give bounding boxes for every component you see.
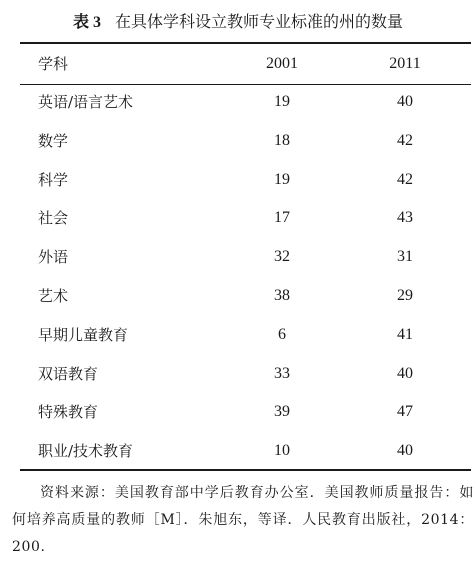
subject-cell: 特殊教育 [38,403,99,421]
header-2011: 2011 [389,55,421,72]
value-2001-cell: 17 [274,209,290,226]
table-bottom-rule [20,469,471,471]
table-header-rule [20,84,471,85]
value-2001-cell: 38 [274,287,290,304]
table-caption [0,9,476,32]
table-row [20,397,471,427]
table-row [20,320,471,350]
value-2001-cell: 32 [274,248,290,265]
header-subject: 学科 [38,55,69,73]
subject-cell: 外语 [38,248,69,266]
value-2011-cell: 40 [397,365,413,382]
subject-cell: 社会 [38,209,69,227]
header-2001: 2001 [266,55,298,72]
value-2001-cell: 19 [274,171,290,188]
table-top-rule [20,42,471,44]
value-2001-cell: 6 [278,326,286,343]
subject-cell: 科学 [38,171,69,189]
table-row [20,281,471,311]
value-2001-cell: 19 [274,93,290,110]
table-row [20,165,471,195]
value-2001-cell: 10 [274,442,290,459]
subject-cell: 数学 [38,132,69,150]
value-2001-cell: 18 [274,132,290,149]
value-2011-cell: 42 [397,132,413,149]
source-note: 资料来源：美国教育部中学后教育办公室．美国教师质量报告：如何培养高质量的教师［M］．朱旭东，等译．人民教育出版社，2014：200. [12,485,474,555]
table-row [20,436,471,466]
value-2011-cell: 40 [397,442,413,459]
value-2011-cell: 43 [397,209,413,226]
subject-cell: 职业/技术教育 [38,442,134,460]
subject-cell: 早期儿童教育 [38,326,129,344]
value-2001-cell: 39 [274,403,290,420]
table-title: 在具体学科设立教师专业标准的州的数量 [115,12,404,31]
value-2011-cell: 41 [397,326,413,343]
value-2011-cell: 47 [397,403,413,420]
subject-cell: 艺术 [38,287,69,305]
value-2011-cell: 31 [397,248,413,265]
table-row [20,359,471,389]
table-row [20,242,471,272]
table-row [20,87,471,117]
value-2011-cell: 42 [397,171,413,188]
table-row [20,203,471,233]
value-2011-cell: 40 [397,93,413,110]
table-row [20,126,471,156]
subject-cell: 双语教育 [38,365,99,383]
table-number: 表 3 [72,14,101,31]
value-2001-cell: 33 [274,365,290,382]
value-2011-cell: 29 [397,287,413,304]
subject-cell: 英语/语言艺术 [38,93,134,111]
table-header-row [20,49,471,79]
